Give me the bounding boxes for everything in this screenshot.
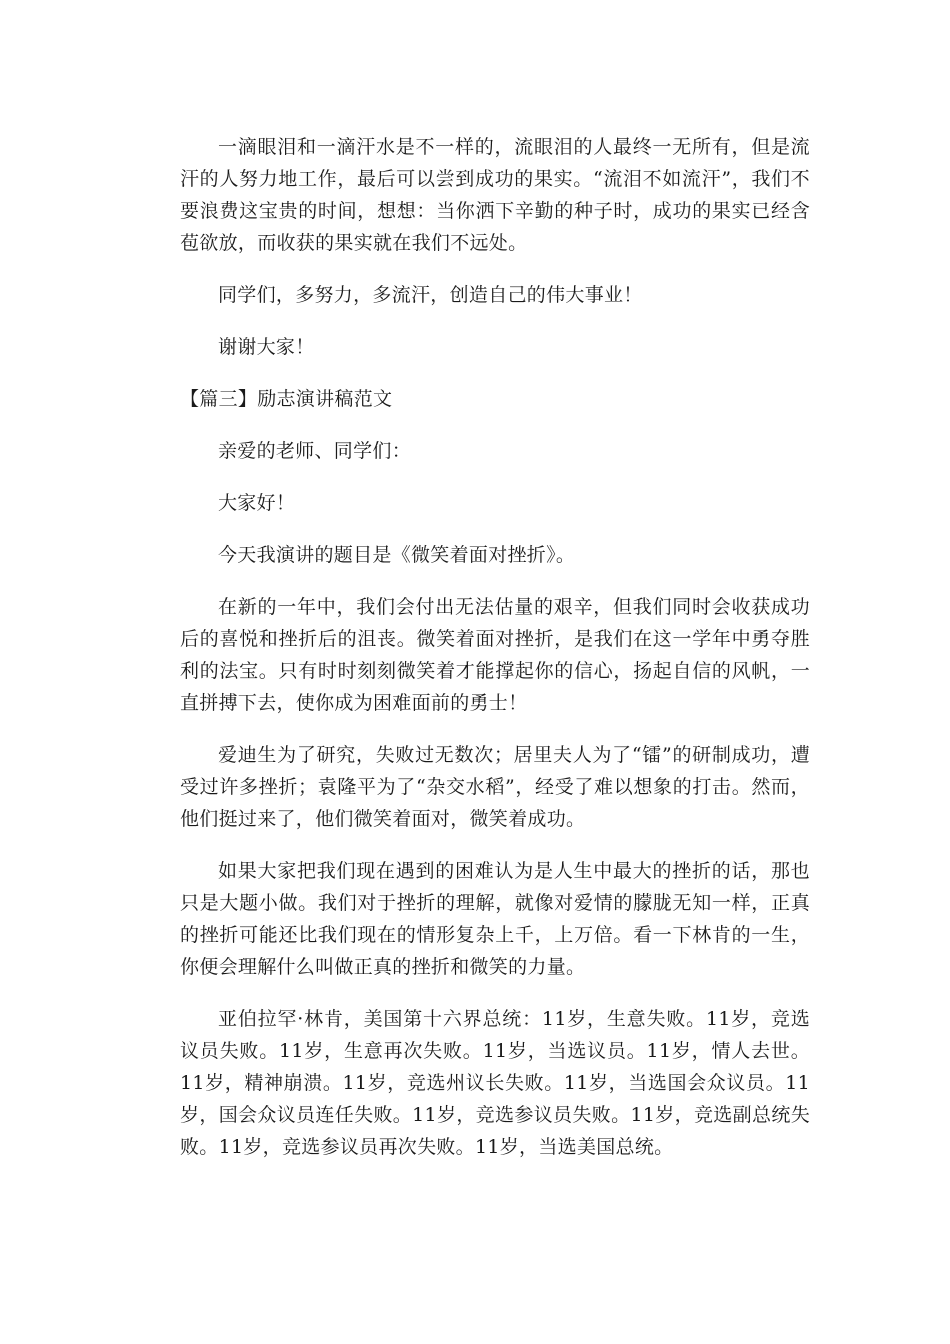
paragraph-speech-title: 今天我演讲的题目是《微笑着面对挫折》。: [218, 544, 576, 566]
section-heading: 【篇三】励志演讲稿范文: [180, 388, 393, 410]
paragraph-examples: 爱迪生为了研究，失败过无数次；居里夫人为了“镭”的研制成功，遭受过许多挫折；袁隆平为了“杂交水稻”，经受了难以想象的打击。然而，他们挺过来了，他们微笑着面对，微笑着成功。: [180, 744, 810, 830]
paragraph-call-to-action: 同学们，多努力，多流汗，创造自己的伟大事业！: [218, 284, 643, 306]
paragraph-true-setbacks: 如果大家把我们现在遇到的困难认为是人生中最大的挫折的话，那也只是大题小做。我们对于挫折的理解，就像对爱情的朦胧无知一样，正真的挫折可能还比我们现在的情形复杂上千，上万倍。看一下林肯的一生，你便会理解什么叫做正真的挫折和微笑的力量。: [180, 860, 810, 978]
paragraph-lincoln: 亚伯拉罕·林肯，美国第十六界总统：11岁，生意失败。11岁，竞选议员失败。11岁，生意再次失败。11岁，当选议员。11岁，情人去世。11岁，精神崩溃。11岁，竞选州议长失败。11岁，当选国会众议员。11岁，国会众议员连任失败。11岁，竞选参议员失败。11岁，竞选副总统失败。11岁，竞选参议员再次失败。11岁，当选美国总统。: [180, 1008, 810, 1158]
paragraph-thanks: 谢谢大家！: [218, 336, 315, 358]
paragraph-salutation: 亲爱的老师、同学们：: [218, 440, 412, 462]
paragraph-new-year: 在新的一年中，我们会付出无法估量的艰辛，但我们同时会收获成功后的喜悦和挫折后的沮丧。微笑着面对挫折，是我们在这一学年中勇夺胜利的法宝。只有时时刻刻微笑着才能撑起你的信心，扬起自信的风帆，一直拼搏下去，使你成为困难面前的勇士！: [180, 596, 810, 714]
document-body: [180, 131, 810, 1183]
paragraph-greeting: 大家好！: [218, 492, 296, 514]
paragraph-sweat-vs-tears: 一滴眼泪和一滴汗水是不一样的，流眼泪的人最终一无所有，但是流汗的人努力地工作，最后可以尝到成功的果实。“流泪不如流汗”，我们不要浪费这宝贵的时间，想想：当你洒下辛勤的种子时，成功的果实已经含苞欲放，而收获的果实就在我们不远处。: [180, 136, 810, 254]
